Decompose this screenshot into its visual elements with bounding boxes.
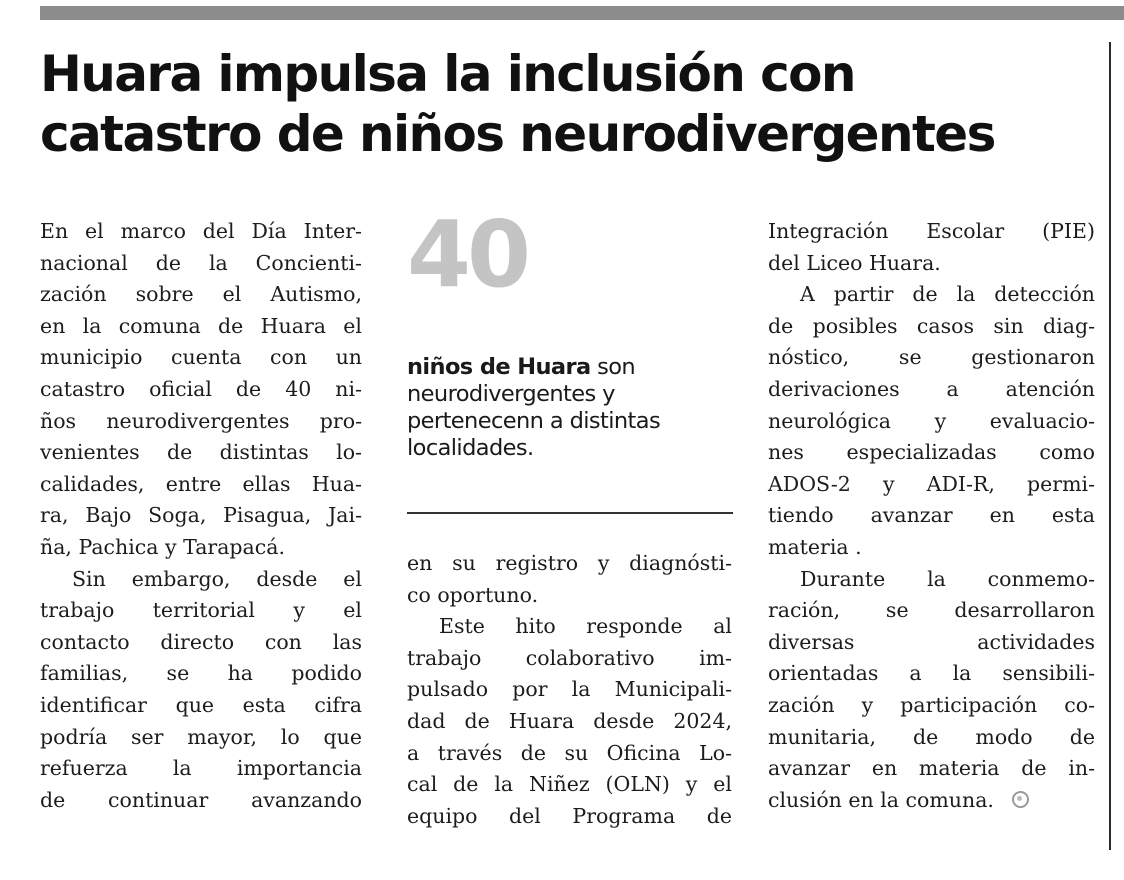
paragraph — [768, 279, 1095, 563]
text-line: localidades. — [407, 435, 534, 461]
text-line: nóstico, se gestionaron — [768, 345, 1095, 370]
text-line: diversas actividades — [768, 629, 1095, 654]
article-column-1 — [40, 216, 362, 816]
text-line: familias, se ha podido — [40, 661, 362, 686]
text-line: cal de la Niñez (OLN) y el — [407, 772, 732, 797]
text-line: catastro oficial de 40 ni- — [40, 376, 362, 401]
text-line: zación y participación co- — [768, 692, 1095, 717]
article-column-2 — [407, 548, 732, 832]
text-line: en su registro y diagnósti- — [407, 551, 732, 575]
pull-quote-rule — [407, 512, 733, 514]
text-line: Sin embargo, desde el — [72, 566, 362, 591]
text-line: equipo del Programa de — [407, 803, 732, 828]
text-line: de continuar avanzando — [40, 787, 362, 812]
text-line: A partir de la detección — [800, 282, 1095, 307]
paragraph — [768, 216, 1095, 279]
text-line: venientes de distintas lo- — [40, 440, 362, 465]
pull-quote-text: son — [590, 354, 636, 380]
end-of-article-icon — [1012, 791, 1029, 808]
headline-line: Huara impulsa la inclusión con — [40, 45, 855, 103]
text-line: refuerza la importancia — [40, 756, 362, 781]
text-line: Integración Escolar (PIE) — [768, 219, 1095, 243]
paragraph — [40, 216, 362, 564]
highlight-number: 40 — [407, 201, 528, 308]
text-line: ños neurodivergentes pro- — [40, 408, 362, 433]
text-line: munitaria, de modo de — [768, 724, 1095, 749]
text-line: nes especializadas como — [768, 440, 1095, 465]
text-line: nacional de la Concienti- — [40, 250, 362, 275]
text-line: pulsado por la Municipali- — [407, 677, 732, 702]
text-line: del Liceo Huara. — [768, 250, 941, 275]
headline-line: catastro de niños neurodivergentes — [40, 105, 995, 163]
paragraph — [407, 548, 732, 611]
paragraph — [40, 564, 362, 817]
text-line: En el marco del Día Inter- — [40, 219, 362, 243]
paragraph — [407, 611, 732, 832]
text-line-content: clusión en la comuna. — [768, 787, 994, 812]
paragraph — [768, 564, 1095, 817]
text-line: ra, Bajo Soga, Pisagua, Jai- — [40, 503, 362, 528]
text-line: en la comuna de Huara el — [40, 313, 362, 338]
text-line: co oportuno. — [407, 582, 539, 607]
text-line: neurológica y evaluacio- — [768, 408, 1095, 433]
text-line: zación sobre el Autismo, — [40, 282, 362, 307]
text-line: derivaciones a atención — [768, 376, 1095, 401]
text-line: dad de Huara desde 2024, — [407, 708, 732, 733]
text-line: ña, Pachica y Tarapacá. — [40, 534, 285, 559]
pull-quote-bold: niños de Huara — [407, 354, 591, 380]
text-line — [407, 354, 737, 381]
text-line: tiendo avanzar en esta — [768, 503, 1095, 528]
text-line: municipio cuenta con un — [40, 345, 362, 370]
text-line: ración, se desarrollaron — [768, 598, 1095, 623]
headline — [40, 44, 1100, 164]
text-line: calidades, entre ellas Hua- — [40, 471, 362, 496]
text-line: pertenecenn a distintas — [407, 408, 661, 434]
text-line: Este hito responde al — [439, 614, 732, 639]
text-line: materia . — [768, 534, 862, 559]
pull-quote — [407, 354, 737, 462]
text-line: trabajo colaborativo im- — [407, 645, 732, 670]
text-line: avanzar en materia de in- — [768, 756, 1095, 781]
text-line: neurodivergentes y — [407, 381, 615, 407]
text-line: Durante la conmemo- — [800, 566, 1095, 591]
column-rule — [1109, 42, 1111, 850]
article-column-3 — [768, 216, 1095, 816]
text-line: a través de su Oficina Lo- — [407, 740, 732, 765]
text-line: ADOS-2 y ADI-R, permi- — [768, 471, 1095, 496]
text-line: identificar que esta cifra — [40, 692, 362, 717]
text-line: de posibles casos sin diag- — [768, 313, 1095, 338]
text-line: podría ser mayor, lo que — [40, 724, 362, 749]
text-line — [768, 785, 1095, 817]
text-line: orientadas a la sensibili- — [768, 661, 1095, 686]
top-rule — [40, 6, 1124, 20]
text-line: contacto directo con las — [40, 629, 362, 654]
text-line: trabajo territorial y el — [40, 598, 362, 623]
